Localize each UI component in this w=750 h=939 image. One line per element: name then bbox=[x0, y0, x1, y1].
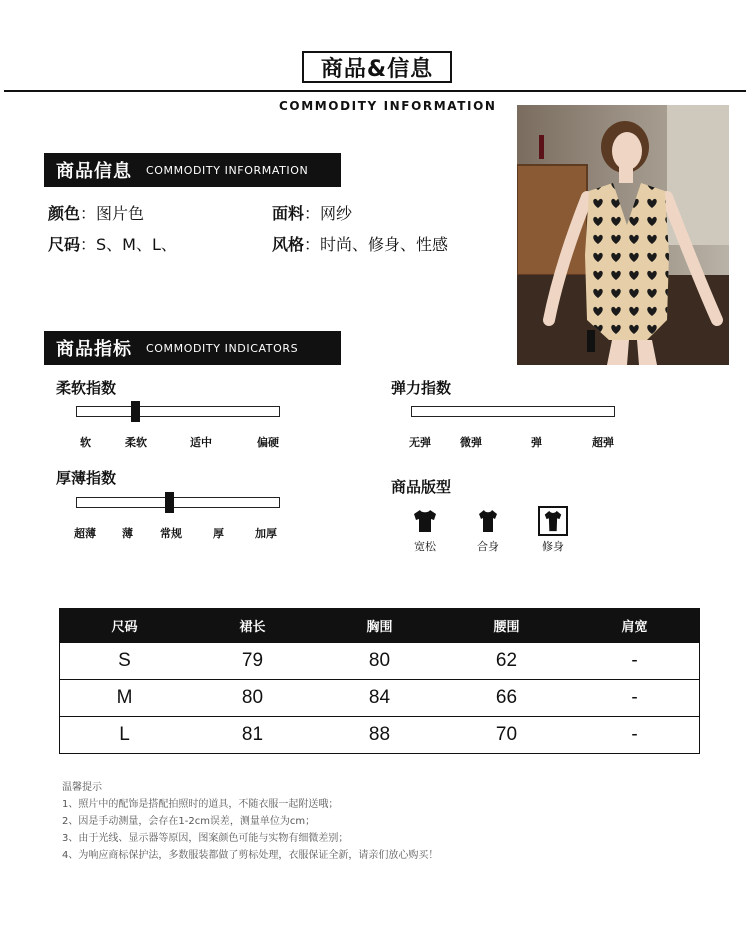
cell-shoulder: - bbox=[570, 680, 700, 717]
softness-title: 柔软指数 bbox=[56, 379, 117, 397]
elasticity-track bbox=[411, 406, 615, 417]
color-label: 颜色 bbox=[48, 204, 81, 223]
header-length: 裙长 bbox=[189, 609, 316, 643]
title-divider bbox=[4, 90, 746, 92]
notes-line: 1、照片中的配饰是搭配拍照时的道具，不随衣服一起附送哦； bbox=[62, 799, 339, 810]
cell-waist: 70 bbox=[443, 717, 570, 754]
cell-waist: 66 bbox=[443, 680, 570, 717]
header-size: 尺码 bbox=[60, 609, 189, 643]
cell-length: 81 bbox=[189, 717, 316, 754]
size-label: 尺码 bbox=[48, 235, 81, 254]
fit-title: 商品版型 bbox=[391, 478, 452, 496]
table-row bbox=[60, 717, 700, 754]
thickness-tick-thin: 薄 bbox=[122, 527, 133, 540]
cell-bust: 88 bbox=[316, 717, 443, 754]
tshirt-loose-icon bbox=[410, 506, 440, 536]
style-label: 风格 bbox=[272, 235, 305, 254]
fabric-value: ：网纱 bbox=[304, 204, 353, 223]
table-row bbox=[60, 680, 700, 717]
fabric-info bbox=[272, 201, 352, 224]
cell-shoulder: - bbox=[570, 643, 700, 680]
size-info bbox=[48, 232, 177, 255]
fit-option-regular bbox=[468, 506, 508, 554]
thickness-track bbox=[76, 497, 280, 508]
cell-bust: 84 bbox=[316, 680, 443, 717]
notes-block bbox=[62, 779, 438, 864]
style-info bbox=[272, 232, 448, 255]
cell-length: 80 bbox=[189, 680, 316, 717]
indicators-section-header bbox=[44, 331, 341, 365]
fit-option-loose bbox=[405, 506, 445, 554]
cell-shoulder: - bbox=[570, 717, 700, 754]
softness-track bbox=[76, 406, 280, 417]
table-row bbox=[60, 643, 700, 680]
info-section-title: 商品信息 bbox=[56, 161, 132, 182]
softness-tick-hard: 偏硬 bbox=[257, 436, 279, 449]
cell-waist: 62 bbox=[443, 643, 570, 680]
size-table-header bbox=[60, 609, 700, 643]
thickness-title: 厚薄指数 bbox=[56, 469, 117, 487]
fit-label-regular: 合身 bbox=[477, 540, 499, 553]
elasticity-tick-slight: 微弹 bbox=[460, 436, 482, 449]
indicators-section-title: 商品指标 bbox=[56, 339, 132, 360]
thickness-marker bbox=[165, 492, 174, 513]
notes-title: 温馨提示 bbox=[62, 782, 102, 793]
cell-length: 79 bbox=[189, 643, 316, 680]
product-photo bbox=[517, 105, 729, 365]
size-value: ：S、M、L、 bbox=[80, 235, 177, 254]
cell-bust: 80 bbox=[316, 643, 443, 680]
model-illustration bbox=[517, 105, 729, 365]
softness-marker bbox=[131, 401, 140, 422]
tshirt-slim-icon bbox=[538, 506, 568, 536]
header-waist: 腰围 bbox=[443, 609, 570, 643]
page-subtitle: COMMODITY INFORMATION bbox=[279, 99, 497, 113]
fit-label-loose: 宽松 bbox=[414, 540, 436, 553]
header-shoulder: 肩宽 bbox=[570, 609, 700, 643]
cell-size: M bbox=[60, 680, 189, 717]
elasticity-tick-elastic: 弹 bbox=[531, 436, 542, 449]
notes-line: 2、因是手动测量，会存在1-2cm误差，测量单位为cm； bbox=[62, 816, 316, 827]
cell-size: S bbox=[60, 643, 189, 680]
thickness-tick-thick: 厚 bbox=[213, 527, 224, 540]
color-value: ：图片色 bbox=[80, 204, 145, 223]
fabric-label: 面料 bbox=[272, 204, 305, 223]
tshirt-regular-icon bbox=[473, 506, 503, 536]
thickness-tick-ultrathin: 超薄 bbox=[74, 527, 96, 540]
softness-tick-soft: 软 bbox=[80, 436, 91, 449]
elasticity-tick-super: 超弹 bbox=[592, 436, 614, 449]
indicators-section-subtitle: COMMODITY INDICATORS bbox=[146, 341, 299, 355]
notes-line: 3、由于光线、显示器等原因，图案颜色可能与实物有细微差别； bbox=[62, 833, 349, 844]
info-section-header bbox=[44, 153, 341, 187]
color-info bbox=[48, 201, 144, 224]
softness-tick-soft2: 柔软 bbox=[125, 436, 147, 449]
info-section-subtitle: COMMODITY INFORMATION bbox=[146, 163, 309, 177]
thickness-tick-regular: 常规 bbox=[160, 527, 182, 540]
softness-tick-medium: 适中 bbox=[190, 436, 212, 449]
fit-label-slim: 修身 bbox=[542, 540, 564, 553]
cell-size: L bbox=[60, 717, 189, 754]
elasticity-title: 弹力指数 bbox=[391, 379, 452, 397]
header-bust: 胸围 bbox=[316, 609, 443, 643]
elasticity-tick-none: 无弹 bbox=[409, 436, 431, 449]
fit-option-slim bbox=[533, 506, 573, 554]
page-title: 商品&信息 bbox=[302, 51, 452, 83]
thickness-tick-extrathick: 加厚 bbox=[255, 527, 277, 540]
style-value: ：时尚、修身、性感 bbox=[304, 235, 449, 254]
size-table bbox=[59, 608, 700, 754]
notes-line: 4、为响应商标保护法，多数服装都做了剪标处理，衣服保证全新，请亲们放心购买！ bbox=[62, 850, 439, 861]
